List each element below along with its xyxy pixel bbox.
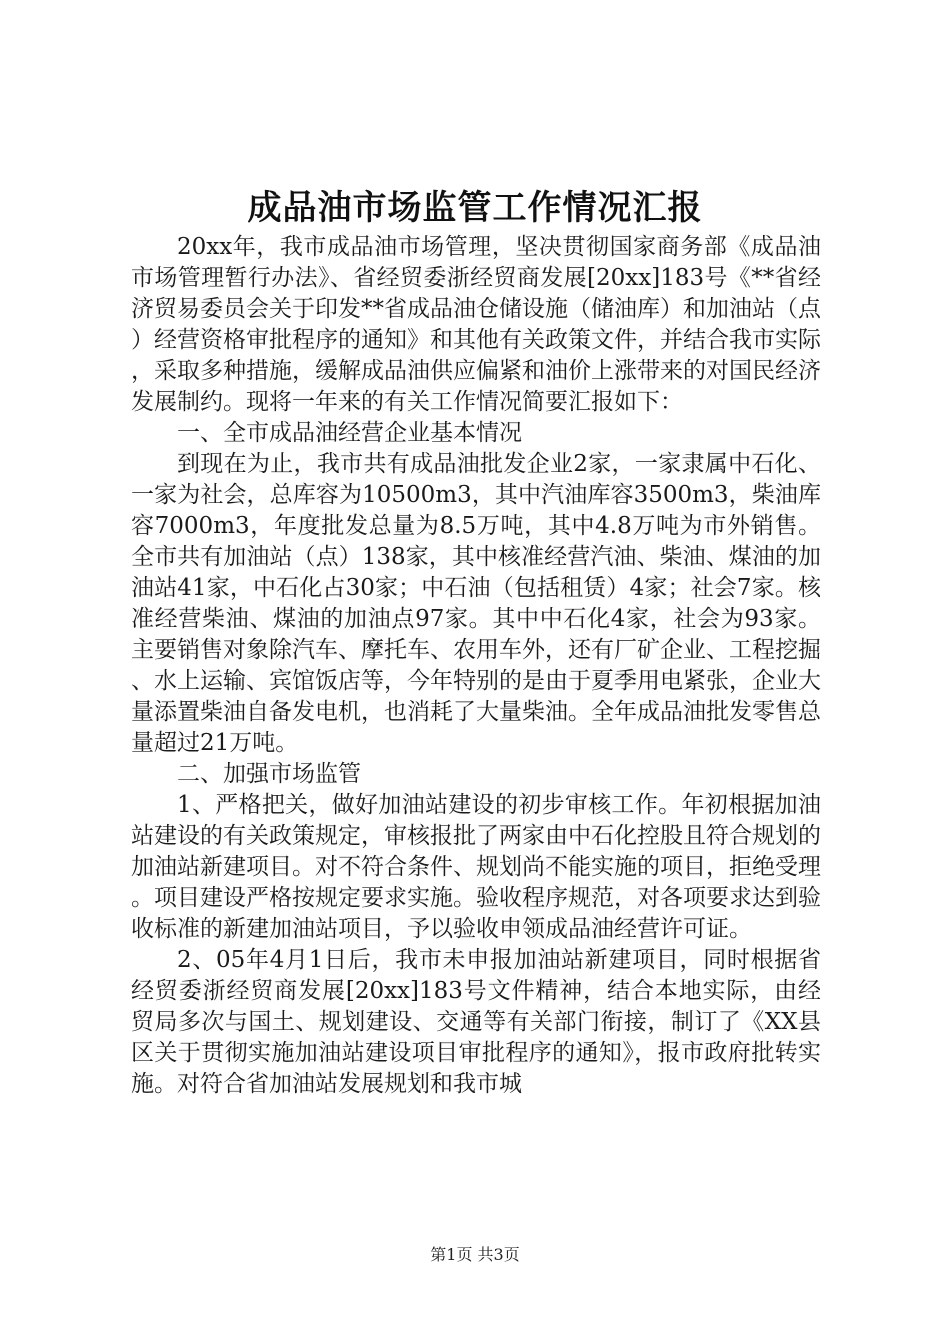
page-number-footer: 第1页 共3页: [430, 1245, 520, 1264]
intro-paragraph: 20xx年，我市成品油市场管理，坚决贯彻国家商务部《成品油市场管理暂行办法》、省经贸委浙经贸商发展[20xx]183号《**省经济贸易委员会关于印发**省成品油仓储设施（储油库）和加油站（点）经营资格审批程序的通知》和其他有关政策文件，并结合我市实际，采取多种措施，缓解成品油供应偏紧和油价上涨带来的对国民经济发展制约。现将一年来的有关工作情况简要汇报如下：: [131, 234, 821, 415]
section-heading-1: 一、全市成品油经营企业基本情况: [177, 420, 522, 446]
section-2-item-2: 2、05年4月1日后，我市未申报加油站新建项目，同时根据省经贸委浙经贸商发展[20xx]183号文件精神，结合本地实际，由经贸局多次与国土、规划建设、交通等有关部门衔接，制订了《XX县区关于贯彻实施加油站建设项目审批程序的通知》，报市政府批转实施。对符合省加油站发展规划和我市城: [131, 947, 821, 1097]
document-body: [131, 232, 821, 1100]
document-title: 成品油市场监管工作情况汇报: [247, 188, 703, 228]
section-1-paragraph: 到现在为止，我市共有成品油批发企业2家，一家隶属中石化、一家为社会，总库容为10500m3，其中汽油库容3500m3，柴油库容7000m3，年度批发总量为8.5万吨，其中4.8万吨为市外销售。全市共有加油站（点）138家，其中核准经营汽油、柴油、煤油的加油站41家，中石化占30家；中石油（包括租赁）4家；社会7家。核准经营柴油、煤油的加油点97家。其中中石化4家，社会为93家。主要销售对象除汽车、摩托车、农用车外，还有厂矿企业、工程挖掘、水上运输、宾馆饭店等，今年特别的是由于夏季用电紧张，企业大量添置柴油自备发电机，也消耗了大量柴油。全年成品油批发零售总量超过21万吨。: [131, 451, 821, 756]
section-heading-2: 二、加强市场监管: [177, 761, 361, 787]
section-2-item-1: 1、严格把关，做好加油站建设的初步审核工作。年初根据加油站建设的有关政策规定，审核报批了两家由中石化控股且符合规划的加油站新建项目。对不符合条件、规划尚不能实施的项目，拒绝受理。项目建设严格按规定要求实施。验收程序规范，对各项要求达到验收标准的新建加油站项目，予以验收申领成品油经营许可证。: [131, 792, 821, 942]
